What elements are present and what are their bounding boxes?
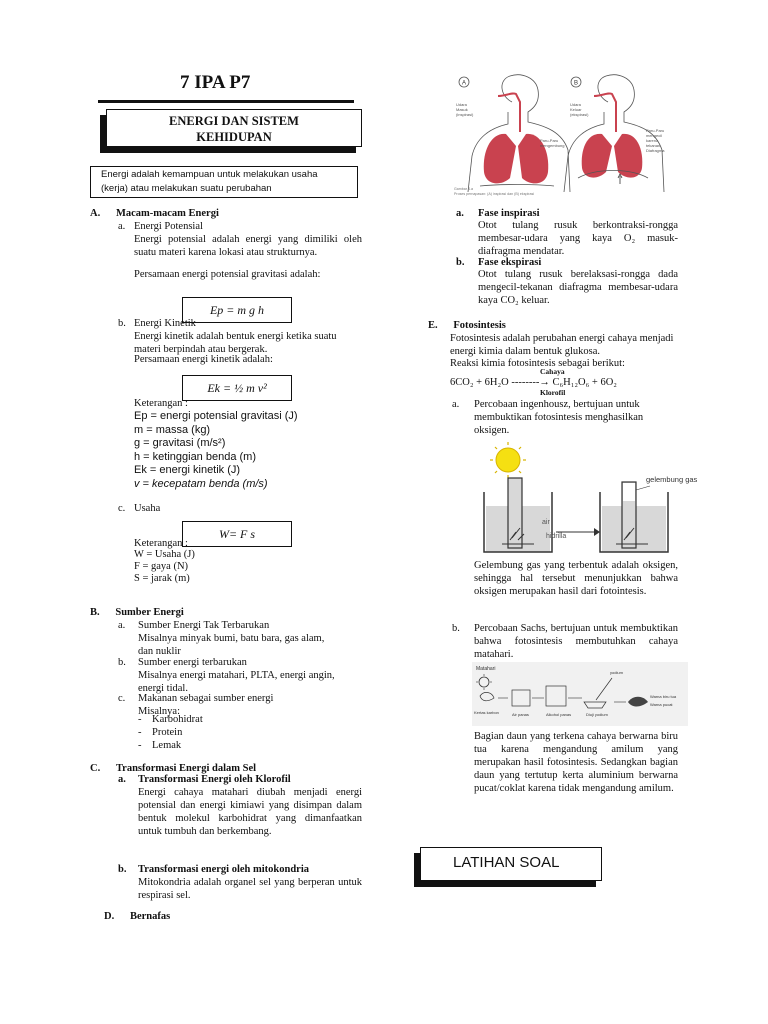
main-title: ENERGI DAN SISTEM KEHIDUPAN xyxy=(169,114,299,144)
svg-text:Gambar 4.a: Gambar 4.a xyxy=(454,187,473,191)
energi-kinetik-text: Energi kinetik adalah bentuk energi ketika suatu materi berpindah atau bergerak. xyxy=(134,331,337,355)
formula-ek: Ek = ½ m v² xyxy=(182,375,292,401)
svg-text:mengecil: mengecil xyxy=(646,133,663,138)
sachs-text: Percobaan Sachs, bertujuan untuk membuktikan bahwa fotosintesis membutuhkan cahaya matahari. xyxy=(474,623,678,660)
makanan-item: - Protein xyxy=(138,727,183,738)
makanan-item: - Lemak xyxy=(138,740,182,751)
svg-text:tekanan: tekanan xyxy=(646,143,661,148)
svg-text:Diafragma: Diafragma xyxy=(646,148,665,153)
svg-text:(inspirasi): (inspirasi) xyxy=(456,112,474,117)
latihan-soal-box xyxy=(420,847,602,881)
sumber-tak-terbarukan-title: Sumber Energi Tak Terbarukan xyxy=(138,620,270,631)
sub-marker: a. xyxy=(118,620,126,631)
fotosintesis-def: Fotosintesis adalah perubahan energi cahaya menjadi energi kimia dalam bentuk glukosa. xyxy=(450,333,674,357)
keterangan-list xyxy=(134,410,298,491)
usaha-keterangan-item: F = gaya (N) xyxy=(134,561,189,572)
ingenhousz-text: Percobaan ingenhousz, bertujuan untuk membuktikan fotosintesis menghasilkan oksigen. xyxy=(474,399,644,436)
sumber-tak-terbarukan-text: Misalnya minyak bumi, batu bara, gas alam, dan nuklir xyxy=(138,633,325,657)
svg-text:Keluar: Keluar xyxy=(570,107,582,112)
svg-text:Paru-Paru: Paru-Paru xyxy=(646,128,665,133)
svg-text:hidrilla: hidrilla xyxy=(546,533,567,540)
ingenhousz-figure xyxy=(476,440,698,555)
svg-text:Proses pernapasan: (A) inspira: Proses pernapasan: (A) inspirasi dan (B) ekspirasi xyxy=(454,192,535,196)
usaha-keterangan-item: W = Usaha (J) xyxy=(134,549,195,560)
energi-kinetik-title: Energi Kinetik xyxy=(134,318,196,329)
keterangan-item: g = gravitasi (m/s²) xyxy=(134,437,226,449)
respiration-figure xyxy=(450,72,668,200)
reaction-equation: 6CO₂ + 6H₂O --------→ C₆H₁₂O₆ + 6O₂ xyxy=(450,377,617,388)
sub-marker: c. xyxy=(118,693,126,704)
title-rule xyxy=(98,100,354,103)
svg-text:Warna biru tua: Warna biru tua xyxy=(650,694,677,699)
usaha-keterangan-item: S = jarak (m) xyxy=(134,573,190,584)
usaha-title: Usaha xyxy=(134,503,161,514)
svg-text:Matahari: Matahari xyxy=(476,666,496,672)
mitokondria-text: Mitokondria adalah organel sel yang berperan untuk respirasi sel. xyxy=(138,877,362,901)
svg-text:B: B xyxy=(573,80,579,87)
svg-text:Alkohol panas: Alkohol panas xyxy=(546,712,572,717)
mitokondria-title: Transformasi energi oleh mitokondria xyxy=(138,864,310,875)
kinetik-eq-intro: Persamaan energi kinetik adalah: xyxy=(134,354,273,365)
section-d-heading: D. Bernafas xyxy=(104,911,171,922)
makanan-item: - Karbohidrat xyxy=(138,714,203,725)
page-title: 7 IPA P7 xyxy=(180,72,251,93)
svg-text:mengembung: mengembung xyxy=(540,143,565,148)
keterangan-item: v = kecepatam benda (m/s) xyxy=(134,477,268,490)
sachs-figure xyxy=(472,662,688,726)
svg-text:yodium: yodium xyxy=(610,670,623,675)
definition-text: Energi adalah kemampuan untuk melakukan usaha (kerja) atau melakukan suatu perubahan xyxy=(101,169,318,194)
energi-potensial-text: Energi potensial adalah energi yang dimiliki oleh suatu materi karena lokasi atau strukturnya. xyxy=(134,234,362,258)
svg-text:karena: karena xyxy=(646,138,659,143)
ekspirasi-text: Otot tulang rusuk berelaksasi-rongga dada mengecil-tekanan diafragma membesar-udara kaya CO₂ keluar. xyxy=(478,269,678,306)
svg-text:Paru-Paru: Paru-Paru xyxy=(540,138,559,143)
makanan-text: Misalnya: xyxy=(138,706,180,717)
keterangan-item: Ek = energi kinetik (J) xyxy=(134,464,241,476)
section-e-heading: E. Fotosintesis xyxy=(428,320,506,331)
fotosintesis-reaction-intro: Reaksi kimia fotosintesis sebagai berikut: xyxy=(450,358,625,369)
reaction-cahaya: Cahaya xyxy=(540,367,565,376)
svg-text:Warna pucat: Warna pucat xyxy=(650,702,673,707)
keterangan-item: m = massa (kg) xyxy=(134,423,211,436)
klorofil-title: Transformasi Energi oleh Klorofil xyxy=(138,774,291,785)
sub-marker: a. xyxy=(456,208,464,219)
definition-box xyxy=(90,166,358,198)
svg-text:Air panas: Air panas xyxy=(512,712,529,717)
ingenhousz-result: Gelembung gas yang terbentuk adalah oksigen, sehingga hal tersebut menunjukkan bahwa oksigen merupakan hasil dari fotointesis. xyxy=(474,560,678,597)
svg-text:Masuk: Masuk xyxy=(456,107,468,112)
svg-text:Udara: Udara xyxy=(456,102,467,107)
svg-text:A: A xyxy=(461,80,467,87)
inspiration-diagram xyxy=(456,75,570,192)
section-a-heading: A. Macam-macam Energi xyxy=(90,208,219,219)
sub-marker: a. xyxy=(118,774,126,785)
sachs-result: Bagian daun yang terkena cahaya berwarna biru tua karena mengandung amilum yang merupakan hasil fotosintesis. Sedangkan bagian daun yang tertutup kerta aluminium berwarna pucat/coklat karena tidak mengandung amilum. xyxy=(474,731,678,794)
svg-text:air: air xyxy=(542,519,550,526)
sub-marker: c. xyxy=(118,503,126,514)
main-title-box xyxy=(106,109,362,147)
beaker-before xyxy=(484,478,552,552)
latihan-soal-title: LATIHAN SOAL xyxy=(453,854,560,871)
makanan-title: Makanan sebagai sumber energi xyxy=(138,693,274,704)
sub-marker: b. xyxy=(118,864,127,875)
keterangan-item: h = ketinggian benda (m) xyxy=(134,450,256,463)
reaction-klorofil: Klorofil xyxy=(540,388,566,397)
usaha-keterangan-list xyxy=(134,549,195,585)
section-c-heading: C. Transformasi Energi dalam Sel xyxy=(90,763,257,774)
sub-marker: b. xyxy=(452,623,460,634)
keterangan-item: Ep = energi potensial gravitasi (J) xyxy=(134,410,298,422)
energi-potensial-title: Energi Potensial xyxy=(134,221,203,232)
sub-marker: a. xyxy=(452,399,460,410)
inspirasi-text: Otot tulang rusuk berkontraksi-rongga membesar-udara yang kaya O₂ masuk-diafragma mendatar. xyxy=(478,220,678,257)
svg-text:Kertas karbon: Kertas karbon xyxy=(474,710,499,715)
sumber-terbarukan-title: Sumber energi terbarukan xyxy=(138,657,247,668)
usaha-keterangan-title: Keterangan : xyxy=(134,538,188,549)
formula-w: W= F s xyxy=(182,521,292,547)
sub-marker: b. xyxy=(118,657,126,668)
sun-icon xyxy=(490,442,526,478)
expiration-diagram xyxy=(564,75,665,192)
section-b-heading: B. Sumber Energi xyxy=(90,607,184,618)
makanan-list xyxy=(138,713,203,752)
svg-text:Diuji yodium: Diuji yodium xyxy=(586,712,608,717)
svg-text:gelembung gas: gelembung gas xyxy=(646,475,698,484)
sumber-terbarukan-text: Misalnya energi matahari, PLTA, energi angin, energi tidal. xyxy=(138,670,335,694)
beaker-after xyxy=(600,482,668,552)
potensial-eq-intro: Persamaan energi potensial gravitasi adalah: xyxy=(134,269,321,280)
ekspirasi-title: Fase ekspirasi xyxy=(478,257,542,268)
klorofil-text: Energi cahaya matahari diubah menjadi energi potensial dan energi kimiawi yang disimpan dalam bentuk molekul karbohidrat yang dimanfaatkan untuk tumbuh dan berkembang. xyxy=(138,787,362,837)
sub-marker: a. xyxy=(118,221,126,232)
formula-ep: Ep = m g h xyxy=(182,297,292,323)
inspirasi-title: Fase inspirasi xyxy=(478,208,540,219)
keterangan-title: Keterangan : xyxy=(134,398,188,409)
svg-text:(ekspirasi): (ekspirasi) xyxy=(570,112,589,117)
sub-marker: b. xyxy=(456,257,465,268)
sub-marker: b. xyxy=(118,318,126,329)
svg-text:Udara: Udara xyxy=(570,102,581,107)
